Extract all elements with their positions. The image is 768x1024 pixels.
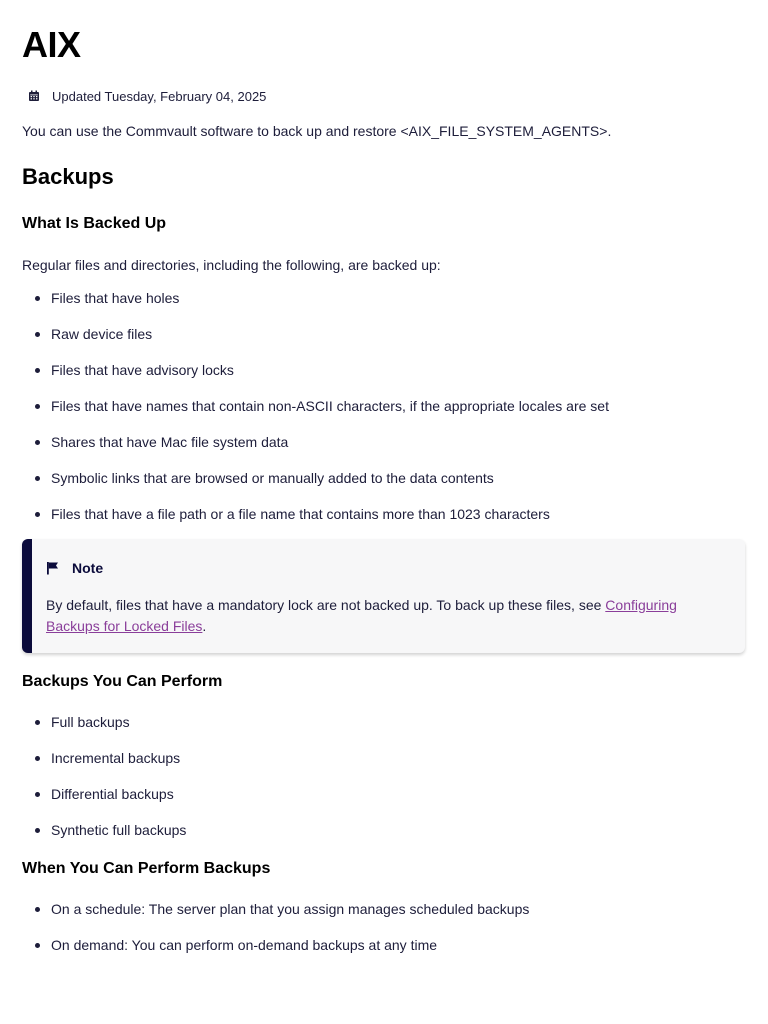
backed-up-list	[22, 289, 746, 523]
locked-files-link[interactable]: Configuring Backups for Locked Files	[46, 597, 677, 634]
note-label: Note	[72, 560, 104, 576]
note-text: By default, files that have a mandatory lock are not backed up. To back up these files, see	[46, 597, 606, 613]
intro-text: You can use the Commvault software to back up and restore <AIX_FILE_SYSTEM_AGENTS>.	[22, 123, 612, 139]
subheading-when-you-can-perform: When You Can Perform Backups	[22, 860, 271, 877]
list-item: Full backups	[22, 713, 746, 731]
list-item: Raw device files	[22, 325, 746, 343]
updated-text: Updated Tuesday, February 04, 2025	[52, 88, 267, 104]
subheading-what-is-backed-up: What Is Backed Up	[22, 215, 167, 232]
list-item: Incremental backups	[22, 749, 746, 767]
list-item: Symbolic links that are browsed or manually added to the data contents	[22, 469, 746, 487]
list-item: On a schedule: The server plan that you assign manages scheduled backups	[22, 900, 746, 918]
page-title: AIX	[22, 24, 81, 65]
flag-icon	[46, 561, 60, 575]
updated-date	[22, 88, 746, 104]
when-list	[22, 900, 746, 954]
list-item: Differential backups	[22, 785, 746, 803]
list-item: Files that have holes	[22, 289, 746, 307]
list-item: Files that have a file path or a file name that contains more than 1023 characters	[22, 505, 746, 523]
section-heading-backups: Backups	[22, 164, 114, 189]
subheading-backups-you-can-perform: Backups You Can Perform	[22, 673, 223, 690]
note-header	[46, 559, 721, 577]
note-callout	[22, 539, 745, 653]
calendar-icon	[28, 90, 40, 102]
list-item: Synthetic full backups	[22, 821, 746, 839]
list-item: Shares that have Mac file system data	[22, 433, 746, 451]
list-item: Files that have advisory locks	[22, 361, 746, 379]
perform-list	[22, 713, 746, 839]
backed-up-lead: Regular files and directories, including the following, are backed up:	[22, 257, 441, 273]
list-item: Files that have names that contain non-ASCII characters, if the appropriate locales are set	[22, 397, 746, 415]
list-item: On demand: You can perform on-demand backups at any time	[22, 936, 746, 954]
note-suffix: .	[202, 618, 207, 634]
note-body	[46, 595, 721, 637]
